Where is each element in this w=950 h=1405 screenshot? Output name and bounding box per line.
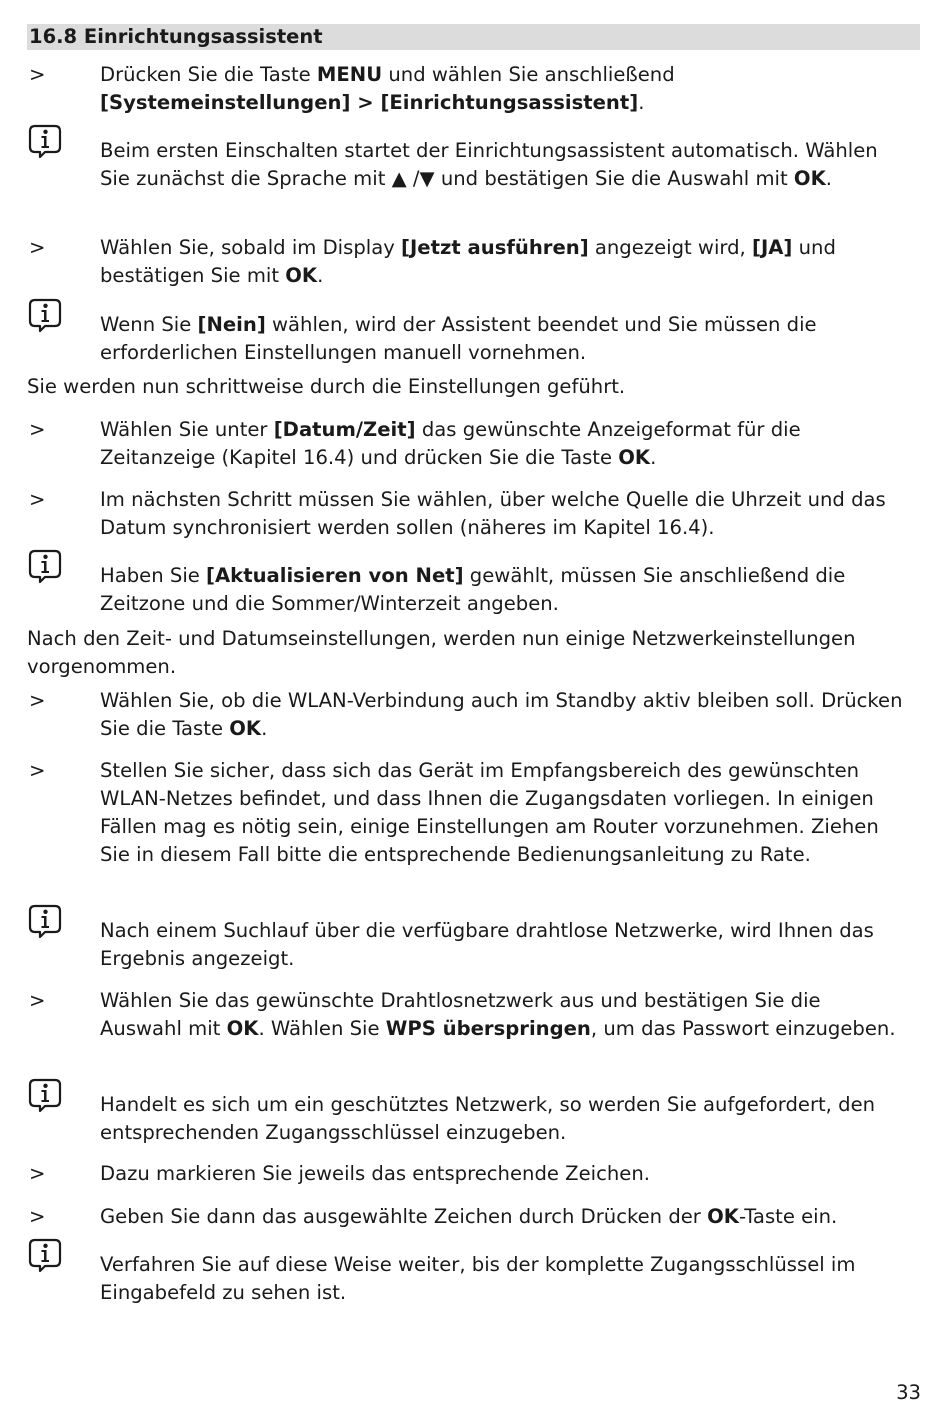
page-number: 33 (896, 1381, 921, 1404)
note-protected-network: Handelt es sich um ein geschütztes Netzwerk, so werden Sie aufgefordert, den entsprechenden Zugangsschlüssel einzugeben. (100, 1093, 876, 1144)
bullet-marker: > (29, 236, 46, 259)
step-wlan-range: Stellen Sie sicher, dass sich das Gerät im Empfangsbereich des gewünschten WLAN-Netzes befindet, und dass Ihnen die Zugangsdaten vorliegen. In einigen Fällen mag es nötig sein, einige Einstellungen am Router vorzunehmen. Ziehen Sie in diesem Fall bitte die entsprechende Bedienungsanleitung zu Rate. (100, 759, 879, 866)
step-wlan-standby: Wählen Sie, ob die WLAN-Verbindung auch im Standby aktiv bleiben soll. Drücken Sie die Taste OK. (100, 689, 903, 740)
bullet-marker: > (29, 1205, 46, 1228)
bullet-marker: > (29, 63, 46, 86)
info-icon (27, 1077, 63, 1113)
step-enter-character: Geben Sie dann das ausgewählte Zeichen durch Drücken der OK-Taste ein. (100, 1205, 838, 1228)
info-icon (27, 548, 63, 584)
section-heading-bar (27, 24, 920, 50)
paragraph-network-settings: Nach den Zeit- und Datumseinstellungen, werden nun einige Netzwerkeinstellungen vorgenommen. (27, 627, 856, 678)
note-update-from-net: Haben Sie [Aktualisieren von Net] gewählt, müssen Sie anschließend die Zeitzone und die Sommer/Winterzeit angeben. (100, 564, 846, 615)
step-date-time: Wählen Sie unter [Datum/Zeit] das gewünschte Anzeigeformat für die Zeitanzeige (Kapitel 16.4) und drücken Sie die Taste OK. (100, 418, 801, 469)
info-icon (27, 297, 63, 333)
note-first-start: Beim ersten Einschalten startet der Einrichtungsassistent automatisch. Wählen Sie zunächst die Sprache mit ▲ /▼ und bestätigen Sie die Auswahl mit OK. (100, 139, 878, 190)
step-menu: Drücken Sie die Taste MENU und wählen Sie anschließend [Systemeinstellungen] > [Einrichtungsassistent]. (100, 63, 675, 114)
bullet-marker: > (29, 689, 46, 712)
bullet-marker: > (29, 1162, 46, 1185)
paragraph-step-by-step: Sie werden nun schrittweise durch die Einstellungen geführt. (27, 375, 626, 398)
note-no: Wenn Sie [Nein] wählen, wird der Assistent beendet und Sie müssen die erforderlichen Einstellungen manuell vornehmen. (100, 313, 817, 364)
bullet-marker: > (29, 759, 46, 782)
note-complete-key: Verfahren Sie auf diese Weise weiter, bis der komplette Zugangsschlüssel im Eingabefeld zu sehen ist. (100, 1253, 856, 1304)
step-mark-character: Dazu markieren Sie jeweils das entsprechende Zeichen. (100, 1162, 650, 1185)
info-icon (27, 123, 63, 159)
section-heading: 16.8 Einrichtungsassistent (29, 25, 323, 48)
note-scan-result: Nach einem Suchlauf über die verfügbare drahtlose Netzwerke, wird Ihnen das Ergebnis angezeigt. (100, 919, 874, 970)
step-time-source: Im nächsten Schritt müssen Sie wählen, über welche Quelle die Uhrzeit und das Datum synchronisiert werden sollen (näheres im Kapitel 16.4). (100, 488, 886, 539)
info-icon (27, 903, 63, 939)
bullet-marker: > (29, 989, 46, 1012)
step-select-network: Wählen Sie das gewünschte Drahtlosnetzwerk aus und bestätigen Sie die Auswahl mit OK. Wählen Sie WPS überspringen, um das Passwort einzugeben. (100, 989, 896, 1040)
bullet-marker: > (29, 488, 46, 511)
step-run-now: Wählen Sie, sobald im Display [Jetzt ausführen] angezeigt wird, [JA] und bestätigen Sie mit OK. (100, 236, 836, 287)
bullet-marker: > (29, 418, 46, 441)
info-icon (27, 1237, 63, 1273)
